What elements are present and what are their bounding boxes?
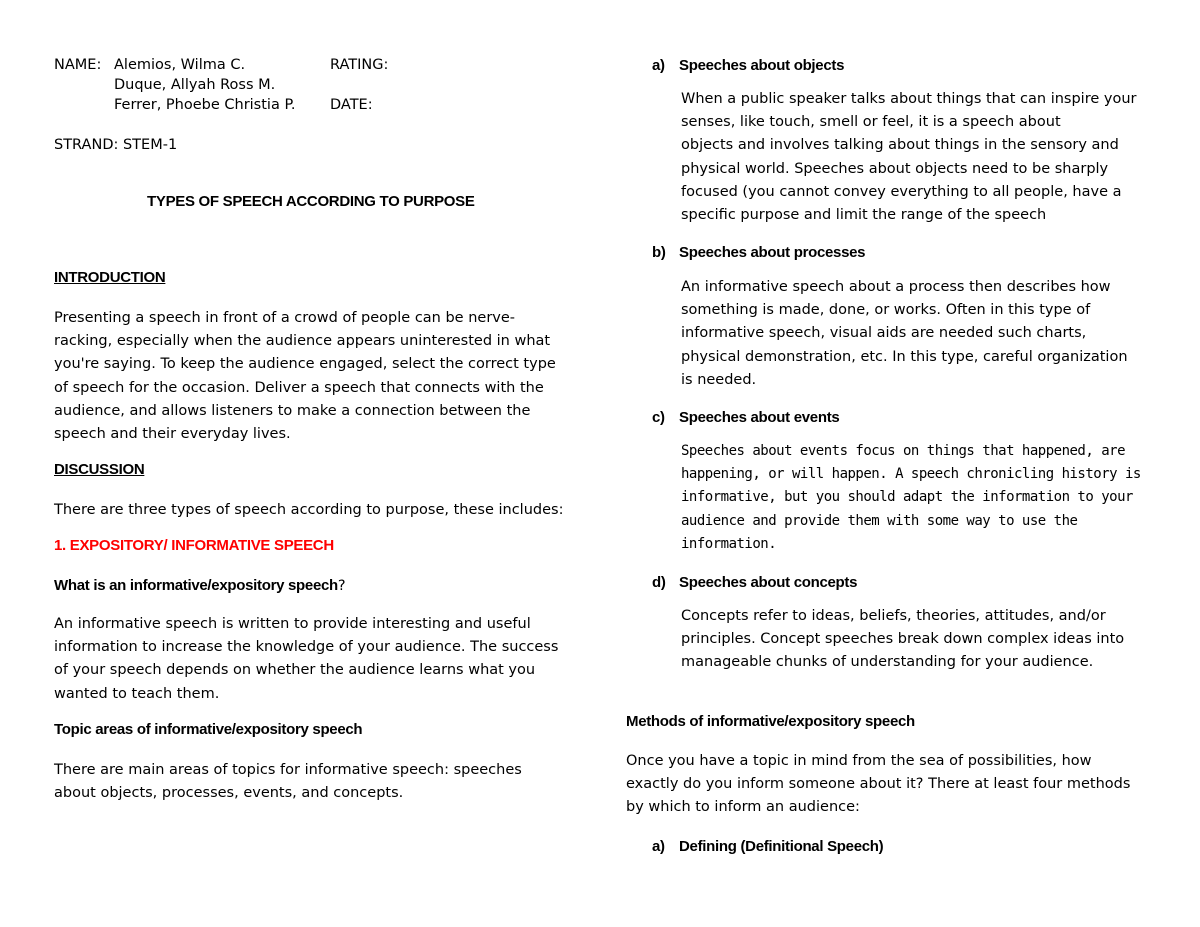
- strand-label: STRAND: STEM-1: [54, 137, 178, 153]
- topic-heading-text: Speeches about events: [679, 409, 840, 426]
- paragraph-line: senses, like touch, smell or feel, it is a speech about: [681, 114, 1061, 131]
- subsection-heading-suffix: ?: [337, 578, 346, 594]
- topic-heading-text: Speeches about concepts: [679, 574, 858, 591]
- topic-heading-text: Speeches about objects: [679, 57, 845, 74]
- methods-heading: Methods of informative/expository speech: [626, 713, 915, 730]
- paragraph-line: informative speech, visual aids are needed such charts,: [681, 325, 1087, 342]
- paragraph-line: happening, or will happen. A speech chronicling history is: [681, 466, 1141, 483]
- subsection-heading: Topic areas of informative/expository speech: [54, 721, 363, 738]
- paragraph-line: When a public speaker talks about things that can inspire your: [681, 91, 1137, 107]
- student-name: Duque, Allyah Ross M.: [114, 77, 276, 93]
- methods-paragraph: [626, 750, 1130, 820]
- subsection-heading-text: What is an informative/expository speech: [54, 577, 338, 594]
- paragraph-line: physical world. Speeches about objects need to be sharply: [681, 160, 1109, 177]
- list-marker: b): [652, 244, 666, 261]
- method-item-heading-text: Defining (Definitional Speech): [679, 838, 884, 855]
- paragraph-line: Concepts refer to ideas, beliefs, theories, attitudes, and/or: [681, 608, 1106, 624]
- document-title: TYPES OF SPEECH ACCORDING TO PURPOSE: [147, 193, 475, 210]
- paragraph-line: Speeches about events focus on things that happened, are: [681, 443, 1126, 459]
- paragraph-line: audience and provide them with some way to use the: [681, 512, 1078, 529]
- paragraph-line: There are main areas of topics for informative speech: speeches: [54, 762, 522, 778]
- list-marker: c): [652, 409, 665, 426]
- date-label: DATE:: [330, 97, 373, 113]
- paragraph-line: Once you have a topic in mind from the sea of possibilities, how: [626, 753, 1092, 769]
- section-heading: 1. EXPOSITORY/ INFORMATIVE SPEECH: [54, 537, 334, 554]
- paragraph-line: principles. Concept speeches break down complex ideas into: [681, 631, 1125, 648]
- name-label: NAME:: [54, 57, 102, 73]
- topic-paragraph: [681, 88, 1136, 227]
- paragraph-line: objects and involves talking about things in the sensory and: [681, 137, 1119, 154]
- introduction-heading: INTRODUCTION: [54, 269, 166, 286]
- topic-heading: [652, 55, 844, 74]
- topic-paragraph: [681, 276, 1128, 392]
- paragraph-line: speech and their everyday lives.: [54, 426, 291, 443]
- topic-heading: [652, 572, 857, 591]
- paragraph-line: something is made, done, or works. Often in this type of: [681, 302, 1091, 319]
- paragraph-line: focused (you cannot convey everything to all people, have a: [681, 183, 1122, 200]
- topic-heading: [652, 407, 839, 426]
- rating-label: RATING:: [330, 57, 389, 73]
- topic-paragraph: [681, 605, 1124, 675]
- student-name: Alemios, Wilma C.: [114, 57, 246, 73]
- subsection-heading: [54, 575, 346, 598]
- paragraph-line: audience, and allows listeners to make a connection between the: [54, 402, 531, 419]
- topic-paragraph: [681, 440, 1141, 556]
- topic-heading: [652, 242, 865, 261]
- list-marker: a): [652, 57, 665, 74]
- paragraph-line: Presenting a speech in front of a crowd of people can be nerve-: [54, 310, 516, 326]
- paragraph-line: An informative speech is written to provide interesting and useful: [54, 616, 531, 632]
- paragraph-line: information.: [681, 535, 777, 552]
- paragraph-line: wanted to teach them.: [54, 685, 220, 702]
- paragraph-line: An informative speech about a process then describes how: [681, 279, 1111, 295]
- informative-speech-paragraph: [54, 613, 558, 706]
- list-marker: d): [652, 574, 666, 591]
- paragraph-line: you're saying. To keep the audience engaged, select the correct type: [54, 356, 556, 373]
- introduction-paragraph: [54, 307, 556, 446]
- paragraph-line: of your speech depends on whether the audience learns what you: [54, 662, 536, 679]
- method-item-heading: [652, 836, 883, 855]
- topic-heading-text: Speeches about processes: [679, 244, 866, 261]
- list-marker: a): [652, 838, 665, 855]
- discussion-lead: There are three types of speech according to purpose, these includes:: [54, 502, 564, 518]
- paragraph-line: by which to inform an audience:: [626, 799, 860, 816]
- paragraph-line: racking, especially when the audience appears uninterested in what: [54, 333, 551, 350]
- paragraph-line: specific purpose and limit the range of the speech: [681, 207, 1047, 224]
- paragraph-line: exactly do you inform someone about it? There at least four methods: [626, 776, 1131, 793]
- student-name: Ferrer, Phoebe Christia P.: [114, 97, 296, 113]
- paragraph-line: is needed.: [681, 371, 757, 388]
- paragraph-line: information to increase the knowledge of your audience. The success: [54, 639, 559, 656]
- paragraph-line: physical demonstration, etc. In this type, careful organization: [681, 348, 1128, 365]
- paragraph-line: about objects, processes, events, and concepts.: [54, 785, 404, 802]
- paragraph-line: informative, but you should adapt the information to your: [681, 489, 1133, 506]
- paragraph-line: manageable chunks of understanding for your audience.: [681, 654, 1094, 671]
- paragraph-line: of speech for the occasion. Deliver a speech that connects with the: [54, 379, 544, 396]
- topic-areas-paragraph: [54, 759, 522, 805]
- discussion-heading: DISCUSSION: [54, 461, 145, 478]
